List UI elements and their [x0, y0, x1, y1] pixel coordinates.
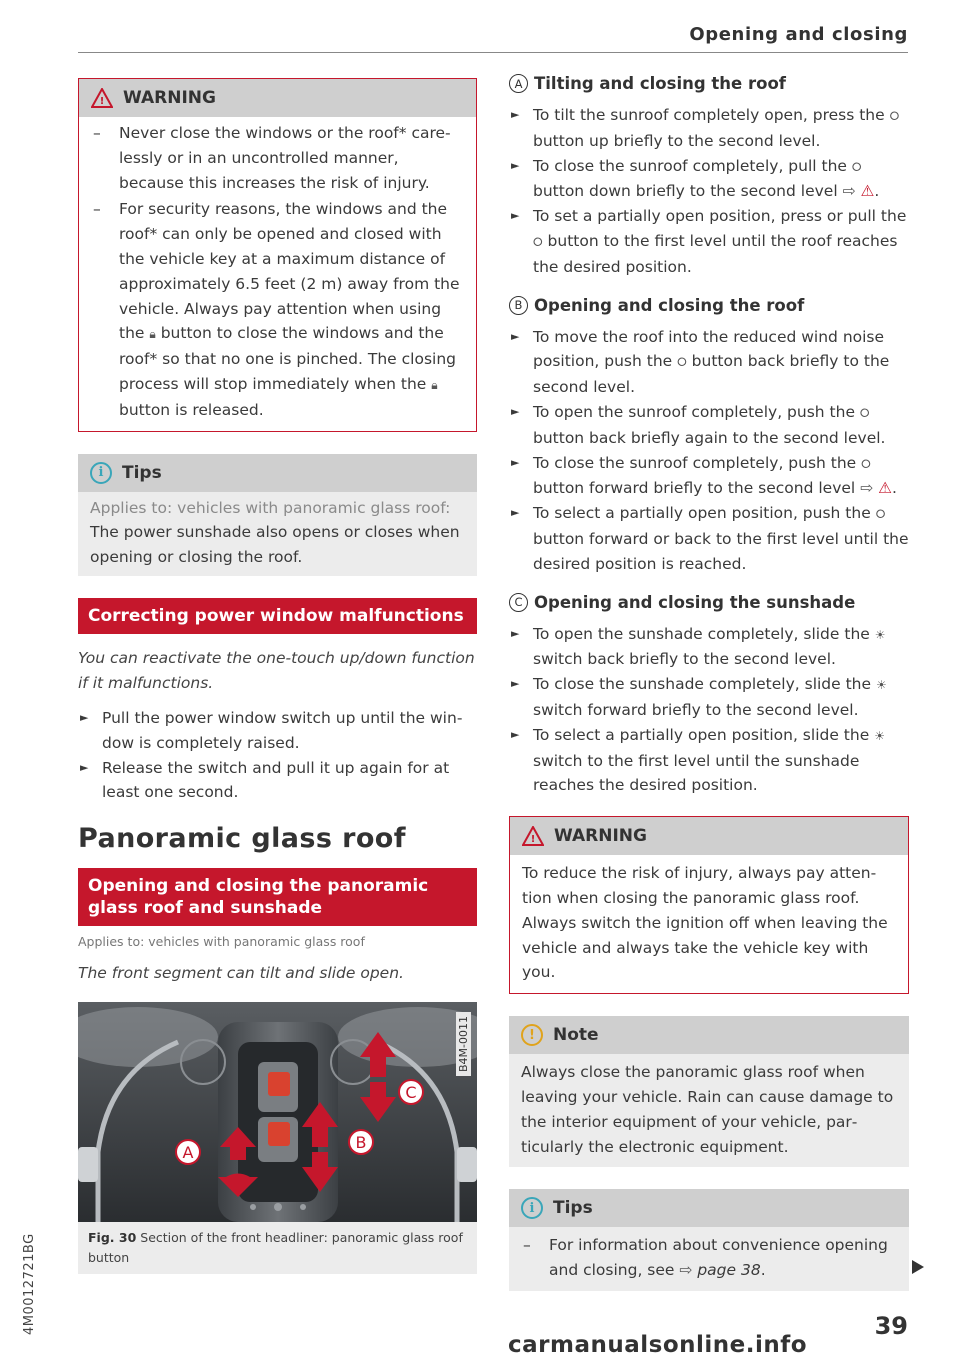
- sunshade-switch-icon: ☀︎: [875, 678, 887, 693]
- callout-b: B: [355, 1133, 367, 1153]
- list-item-text: switch forward briefly to the second level.: [533, 700, 859, 719]
- warning-item-text: button to close the windows and the roof* so that no one is pinched. The closing process will stop immediately when the: [119, 324, 456, 393]
- caption-label: Fig. 30: [88, 1230, 137, 1246]
- warning-item: [91, 197, 464, 422]
- warning-header: [79, 79, 476, 117]
- tips-box: [78, 454, 477, 576]
- warning-box: [78, 78, 477, 432]
- warning-body: [79, 117, 476, 431]
- warning-item: – Never close the windows or the roof* carelessly or in an uncontrolled manner, because this increases the risk of injury.: [91, 121, 464, 195]
- list-item-text: To close the sunroof completely, push the: [533, 453, 857, 472]
- list-item: [509, 672, 909, 723]
- section-heading-opening: Opening and closing the panoramic glass roof and sunshade: [78, 868, 477, 926]
- document-code: 4M0012721BG: [22, 1233, 37, 1335]
- tips-text: For information about convenience opening and closing, see: [549, 1236, 888, 1280]
- figure-caption: [78, 1222, 477, 1274]
- note-icon: !: [521, 1024, 543, 1046]
- note-body: Always close the panoramic glass roof when leaving your vehicle. Rain can cause damage to the interior equipment of your vehicle, particularly the electronic equipment.: [521, 1063, 894, 1156]
- list-item-text: To select a partially open position, slide the: [533, 725, 870, 744]
- reference-arrow-icon: ⇨: [842, 182, 856, 201]
- list-item-text: button up briefly to the second level.: [533, 131, 821, 150]
- sunshade-switch-icon: ☀︎: [874, 728, 885, 743]
- list-item-text: button back briefly to the second level.: [533, 352, 890, 397]
- list-item-text: button back briefly again to the second level.: [533, 428, 886, 447]
- right-column: [509, 74, 909, 1291]
- header-rule: [78, 52, 908, 53]
- list-item-text: switch back briefly to the second level.: [533, 650, 836, 669]
- list-item: ► To close the sunroof completely, push the ⭘ button forward briefly to the second level ⇨ ⚠︎.: [509, 451, 909, 502]
- warning-triangle-icon: [91, 88, 113, 108]
- headliner-illustration: [78, 1002, 477, 1222]
- list-item-text: button forward or back to the first level until the desired position is reached.: [533, 529, 909, 573]
- list-item: [509, 723, 909, 798]
- list-item: [509, 622, 909, 673]
- tips-text: The power sunshade also opens or closes when opening or closing the roof.: [90, 523, 460, 567]
- note-header: [509, 1016, 909, 1054]
- roof-button-icon: ⭘: [677, 355, 687, 370]
- tips-item: [521, 1233, 897, 1283]
- roof-button-icon: ⭘: [533, 234, 543, 249]
- list-item-text: To close the sunshade completely, slide the: [533, 675, 872, 694]
- list-item: ► To close the sunroof completely, pull the ⭘ button down briefly to the second level ⇨ ⚠︎.: [509, 154, 909, 205]
- warning-item-text: For security reasons, the windows and the roof* can only be opened and closed with the vehicle key at a maximum distance of approximately 6.5 feet (2 m) away from the vehicle. Always pay attention when using the: [119, 200, 460, 343]
- sunshade-switch-icon: ☀︎: [874, 627, 886, 642]
- correcting-intro: You can reactivate the one-touch up/down function if it malfunctions.: [78, 648, 475, 692]
- opening-intro: The front segment can tilt and slide open.: [78, 964, 404, 983]
- roof-button-icon: ⭘: [851, 159, 862, 174]
- subsection-heading-sunshade: [509, 593, 909, 612]
- list-item: ► Pull the power window switch up until the window is completely raised.: [78, 706, 477, 756]
- warning-body: To reduce the risk of injury, always pay attention when closing the panoramic glass roof. Always switch the ignition off when leaving the vehicle and always take the vehicle key with you.: [522, 864, 888, 982]
- warning-ref-icon: ⚠︎: [878, 479, 893, 498]
- list-item: ► Release the switch and pull it up again for at least one second.: [78, 756, 477, 806]
- warning-triangle-icon: [522, 826, 544, 846]
- warning-ref-icon: ⚠︎: [860, 182, 875, 201]
- list-item-text: To close the sunroof completely, pull the: [533, 156, 847, 175]
- reference-arrow-icon: ⇨: [860, 479, 874, 498]
- list-item-text: To select a partially open position, push the: [533, 504, 871, 523]
- subsection-heading-opening-roof: [509, 296, 909, 315]
- tips-text: .: [760, 1261, 766, 1280]
- callout-a: A: [182, 1143, 194, 1163]
- lock-icon: 🔒︎: [149, 327, 156, 342]
- sunshade-list: [509, 622, 909, 799]
- list-item-text: button forward briefly to the second level: [533, 479, 856, 498]
- correcting-list: [78, 706, 477, 805]
- subsection-title: Opening and closing the sunshade: [534, 592, 856, 612]
- list-item-text: To tilt the sunroof completely open, press the: [533, 106, 885, 124]
- roof-button-icon: ⭘: [875, 507, 886, 522]
- page-link[interactable]: page 38: [697, 1261, 761, 1280]
- warning-title: WARNING: [123, 88, 216, 108]
- roof-button-icon: ⭘: [889, 109, 900, 123]
- page-number: 39: [874, 1312, 908, 1340]
- lock-icon: 🔒︎: [431, 377, 438, 392]
- roof-button-icon: ⭘: [861, 456, 871, 471]
- section-title: Panoramic glass roof: [78, 823, 406, 855]
- warning-title: WARNING: [554, 826, 647, 847]
- svg-text:!: !: [99, 96, 105, 107]
- list-item: [509, 325, 909, 400]
- list-item-text: To open the sunroof completely, push the: [533, 402, 855, 421]
- list-item-text: button to the first level until the roof reaches the desired position.: [533, 231, 898, 276]
- note-title: Note: [553, 1025, 599, 1046]
- opening-roof-list: [509, 325, 909, 577]
- warning-box: [509, 816, 909, 994]
- roof-button-icon: ⭘: [859, 405, 870, 420]
- section-heading-correcting: Correcting power window malfunctions: [78, 598, 477, 634]
- watermark: carmanualsonline.info: [508, 1332, 808, 1358]
- warning-header: [510, 817, 908, 855]
- page-header-title: Opening and closing: [689, 24, 908, 45]
- subsection-title: Opening and closing the roof: [534, 295, 805, 315]
- tilting-list: [509, 103, 909, 280]
- list-item-text: To open the sunshade completely, slide the: [533, 624, 870, 643]
- callout-letter: C: [509, 593, 528, 612]
- left-column: [78, 78, 477, 1274]
- svg-text:!: !: [530, 834, 536, 846]
- info-icon: i: [521, 1197, 543, 1219]
- list-item-text: To set a partially open position, press or pull the: [533, 207, 907, 226]
- subsection-heading-tilting: [509, 74, 909, 93]
- callout-letter: B: [509, 296, 528, 315]
- figure-code: B4M-0011: [456, 1012, 471, 1076]
- callout-letter: A: [509, 74, 528, 93]
- list-item: [509, 501, 909, 576]
- list-item-text: To move the roof into the reduced wind noise position, push the: [533, 327, 885, 371]
- tips-title: Tips: [122, 462, 162, 483]
- callout-c: C: [405, 1083, 417, 1103]
- list-item-text: button down briefly to the second level: [533, 182, 838, 201]
- tips-box: [509, 1189, 909, 1291]
- tips-header: [78, 454, 477, 492]
- list-item: [509, 204, 909, 279]
- tips-body: [78, 492, 477, 576]
- list-item: [509, 400, 909, 451]
- tips-applies: Applies to: vehicles with panoramic glass roof:: [90, 498, 451, 517]
- reference-arrow-icon: ⇨: [679, 1261, 693, 1280]
- applies-to: Applies to: vehicles with panoramic glass roof: [78, 934, 365, 950]
- caption-text: Section of the front headliner: panoramic glass roof button: [88, 1230, 463, 1266]
- list-item: [509, 103, 909, 154]
- tips-title: Tips: [553, 1198, 593, 1219]
- note-box: [509, 1016, 909, 1167]
- subsection-title: Tilting and closing the roof: [534, 74, 786, 93]
- warning-item-text: button is released.: [119, 400, 264, 419]
- next-page-arrow-icon: [912, 1260, 924, 1274]
- tips-header: [509, 1189, 909, 1227]
- figure-headliner: [78, 1002, 477, 1222]
- info-icon: i: [90, 462, 112, 484]
- tips-body: [509, 1227, 909, 1291]
- list-item-text: switch to the first level until the sunshade reaches the desired position.: [533, 751, 860, 795]
